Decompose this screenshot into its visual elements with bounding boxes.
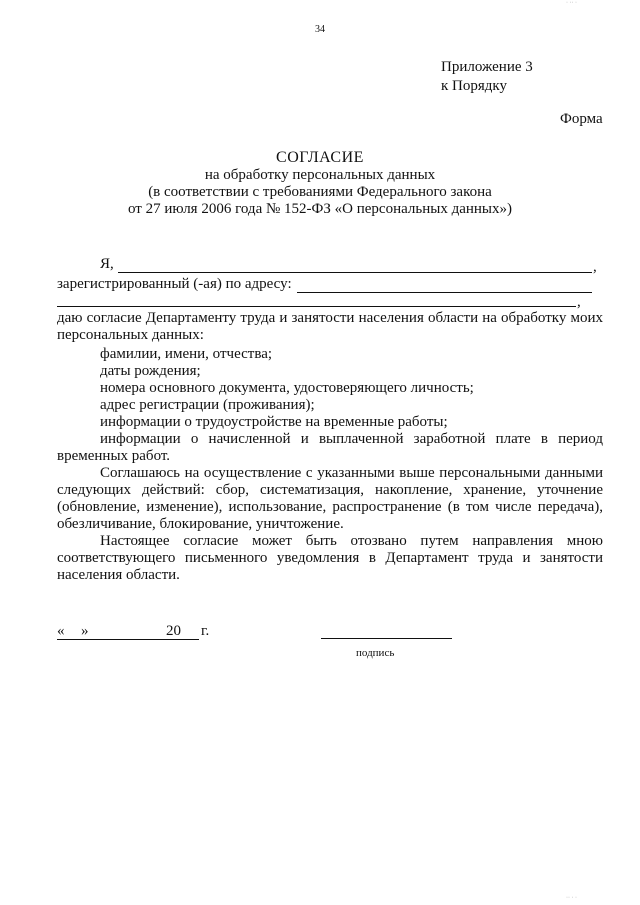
scan-mark-top: · ·· · xyxy=(566,0,577,6)
actions-paragraph: Соглашаюсь на осуществление с указанными выше персональными данными следующих действий: сбор, систематизация, накопление, хранение, уточнение (обновление, изменение), использование, распространение (в том числе передача), обезличивание, блокирование, уничтожение. xyxy=(57,465,603,532)
date-close-quote: » xyxy=(81,623,89,639)
data-item: информации о трудоустройстве на временные работы; xyxy=(100,414,448,430)
name-field-label: Я, xyxy=(100,256,114,272)
appendix-line-2: к Порядку xyxy=(441,78,507,94)
name-field-comma: , xyxy=(593,259,597,275)
date-open-quote: « xyxy=(57,623,65,639)
data-item: адрес регистрации (проживания); xyxy=(100,397,315,413)
title-line-3: (в соответствии с требованиями Федерального закона xyxy=(148,184,492,200)
signature-line[interactable] xyxy=(321,638,452,639)
revocation-paragraph: Настоящее согласие может быть отозвано путем направления мною соответствующего письменного уведомления в Департамент труда и занятости населения области. xyxy=(57,533,603,583)
address-field-line-2[interactable] xyxy=(57,306,576,307)
data-item: даты рождения; xyxy=(100,363,201,379)
appendix-reference xyxy=(441,58,533,96)
data-item: номера основного документа, удостоверяющего личность; xyxy=(100,380,474,396)
address-field-line[interactable] xyxy=(297,292,592,293)
document-title xyxy=(0,149,640,218)
title-line-4: от 27 июля 2006 года № 152-ФЗ «О персональных данных») xyxy=(127,201,512,217)
name-field-line[interactable] xyxy=(118,272,592,273)
signature-label: подпись xyxy=(356,647,395,659)
address-field-label: зарегистрированный (-ая) по адресу: xyxy=(57,276,292,292)
page-number: 34 xyxy=(315,24,325,35)
salary-item: информации о начисленной и выплаченной заработной плате в период временных работ. xyxy=(57,431,603,464)
date-year-prefix: 20 xyxy=(166,623,181,639)
title-line-2: на обработку персональных данных xyxy=(204,167,436,183)
title-main: СОГЛАСИЕ xyxy=(276,149,364,166)
form-label: Форма xyxy=(560,111,603,127)
address-field-comma: , xyxy=(577,294,581,310)
appendix-line-1: Приложение 3 xyxy=(441,59,533,75)
consent-text: даю согласие Департаменту труда и занятости населения области на обработку моих персональных данных: xyxy=(57,310,603,343)
date-month-line[interactable] xyxy=(89,639,199,640)
scan-mark-bottom: ·· · · xyxy=(566,895,577,901)
date-year-suffix: г. xyxy=(201,623,210,639)
data-item: фамилии, имени, отчества; xyxy=(100,346,273,362)
